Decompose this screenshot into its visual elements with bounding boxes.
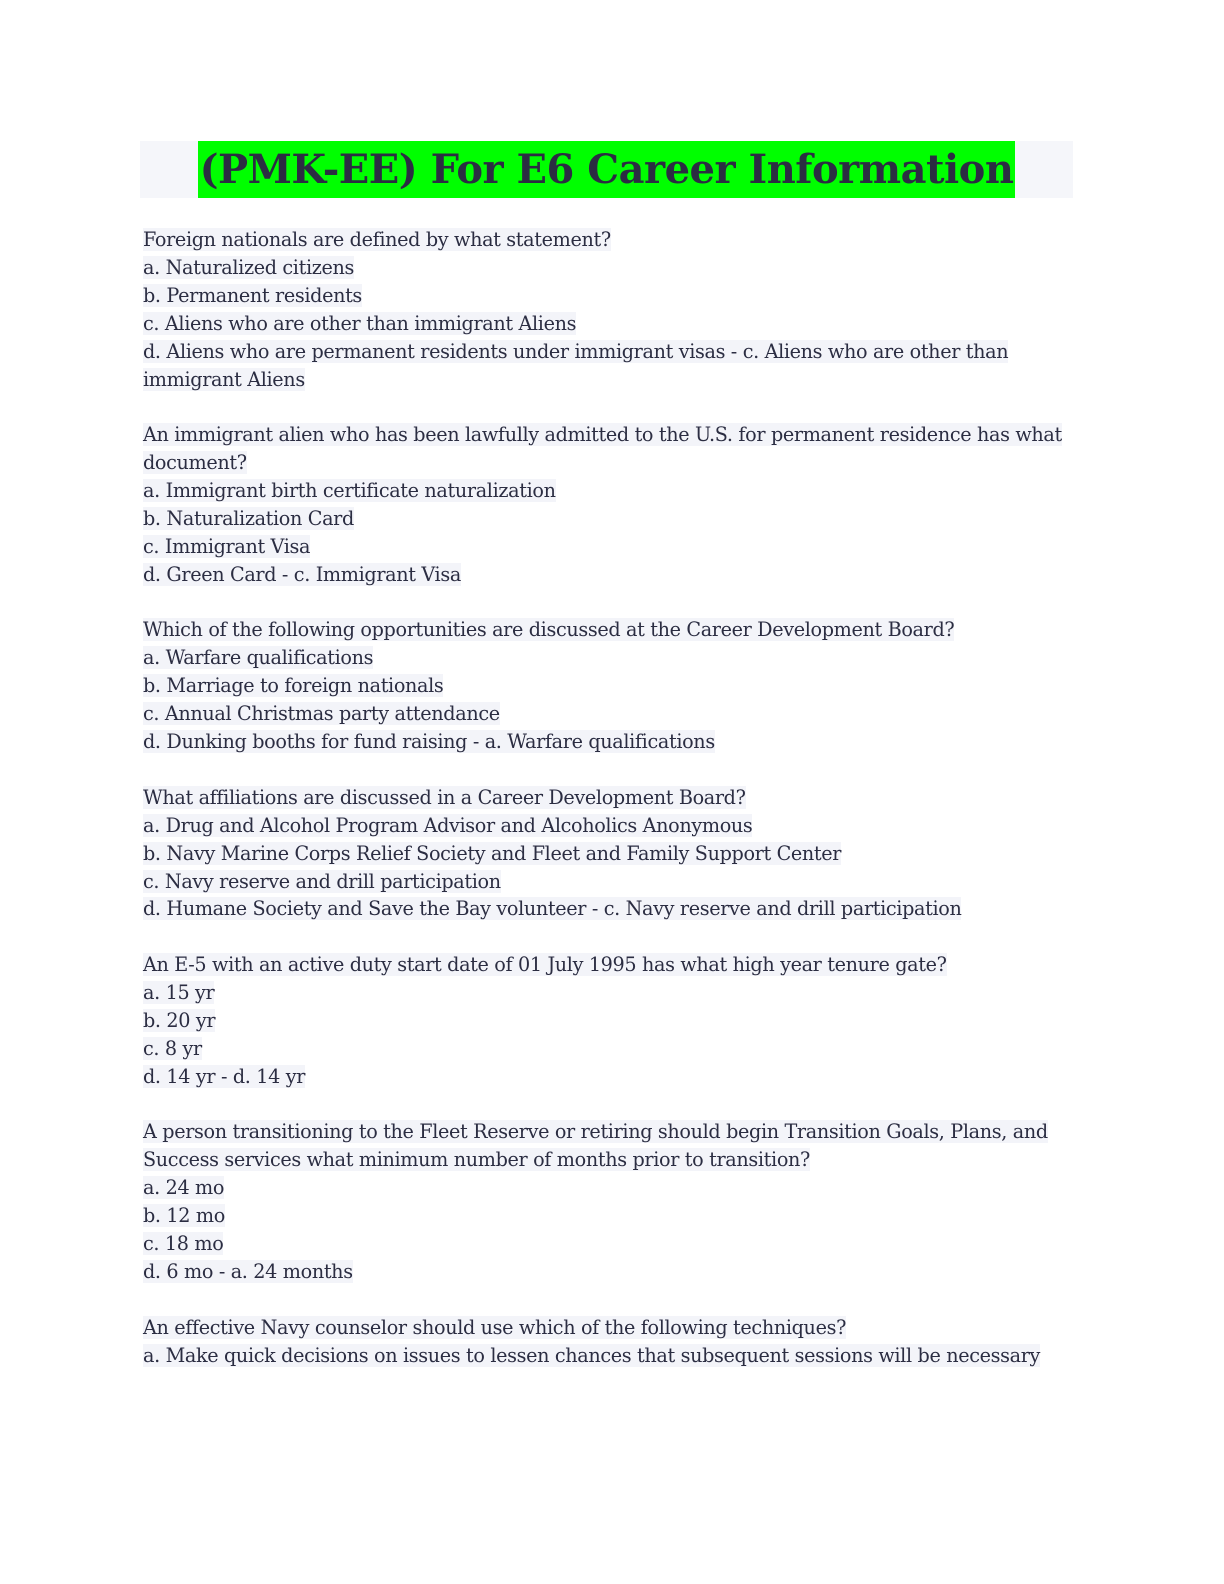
answer-option: [143, 505, 1073, 533]
question-block: [143, 226, 1073, 393]
answer-option-text: a. Make quick decisions on issues to lessen chances that subsequent sessions will be necessary: [143, 1343, 1041, 1367]
answer-option-text: d. 14 yr - d. 14 yr: [143, 1064, 306, 1088]
question-block: [143, 1118, 1073, 1285]
question-text: What affiliations are discussed in a Career Development Board?: [143, 785, 746, 809]
answer-option-text: a. Immigrant birth certificate naturalization: [143, 479, 556, 503]
answer-option: [143, 895, 1073, 923]
answer-option: [143, 1342, 1073, 1370]
answer-option-text: b. 20 yr: [143, 1008, 216, 1032]
answer-option: [143, 812, 1073, 840]
answer-option: [143, 1174, 1073, 1202]
answer-option-text: a. Naturalized citizens: [143, 255, 355, 279]
question-block: [143, 616, 1073, 756]
answer-option-text: c. Navy reserve and drill participation: [143, 869, 501, 893]
question-text: An immigrant alien who has been lawfully admitted to the U.S. for permanent residence has what document?: [143, 423, 1062, 475]
answer-option-text: b. Navy Marine Corps Relief Society and Fleet and Family Support Center: [143, 841, 842, 865]
answer-option-text: b. Permanent residents: [143, 283, 362, 307]
answer-option: [143, 254, 1073, 282]
answer-option: [143, 1202, 1073, 1230]
question-line: [143, 951, 1073, 979]
question-line: [143, 226, 1073, 254]
answer-option: [143, 1035, 1073, 1063]
answer-option-text: a. Drug and Alcohol Program Advisor and Alcoholics Anonymous: [143, 813, 753, 837]
answer-option: [143, 979, 1073, 1007]
answer-option: [143, 840, 1073, 868]
title-band: [140, 141, 1073, 198]
answer-option-text: a. 24 mo: [143, 1176, 225, 1200]
answer-option-text: c. 18 mo: [143, 1232, 224, 1256]
answer-option: [143, 868, 1073, 896]
answer-option: [143, 533, 1073, 561]
answer-option-text: b. Marriage to foreign nationals: [143, 674, 444, 698]
answer-option: [143, 1230, 1073, 1258]
answer-option: [143, 338, 1073, 394]
answer-option-text: b. 12 mo: [143, 1204, 225, 1228]
question-line: [143, 784, 1073, 812]
answer-option-text: d. Dunking booths for fund raising - a. Warfare qualifications: [143, 730, 715, 754]
question-text: Foreign nationals are defined by what statement?: [143, 228, 611, 251]
answer-option-text: c. Immigrant Visa: [143, 534, 311, 558]
answer-option-text: d. Green Card - c. Immigrant Visa: [143, 562, 461, 586]
answer-option-text: a. 15 yr: [143, 981, 215, 1005]
question-list: [140, 226, 1073, 1370]
answer-option-text: d. 6 mo - a. 24 months: [143, 1259, 353, 1283]
question-line: [143, 421, 1073, 477]
answer-option-text: a. Warfare qualifications: [143, 646, 374, 670]
answer-option-text: d. Humane Society and Save the Bay volunteer - c. Navy reserve and drill participation: [143, 897, 962, 921]
answer-option-text: d. Aliens who are permanent residents under immigrant visas - c. Aliens who are other than immigrant Aliens: [143, 339, 1009, 391]
answer-option: [143, 672, 1073, 700]
document-page: [140, 141, 1073, 1397]
question-block: [143, 951, 1073, 1091]
answer-option: [143, 310, 1073, 338]
question-line: [143, 616, 1073, 644]
question-block: [143, 784, 1073, 924]
answer-option-text: c. 8 yr: [143, 1036, 202, 1060]
answer-option: [143, 700, 1073, 728]
answer-option: [143, 1063, 1073, 1091]
question-block: [143, 1314, 1073, 1370]
answer-option: [143, 644, 1073, 672]
answer-option: [143, 561, 1073, 589]
answer-option: [143, 477, 1073, 505]
answer-option-text: b. Naturalization Card: [143, 506, 354, 530]
question-text: An E-5 with an active duty start date of 01 July 1995 has what high year tenure gate?: [143, 953, 947, 977]
answer-option: [143, 1007, 1073, 1035]
question-text: Which of the following opportunities are discussed at the Career Development Board?: [143, 618, 955, 642]
answer-option: [143, 282, 1073, 310]
question-line: [143, 1314, 1073, 1342]
answer-option: [143, 1258, 1073, 1286]
document-title: (PMK-EE) For E6 Career Information: [198, 141, 1016, 198]
question-text: A person transitioning to the Fleet Reserve or retiring should begin Transition Goals, Plans, and Success services what minimum number of months prior to transition?: [143, 1120, 1048, 1172]
answer-option: [143, 728, 1073, 756]
question-line: [143, 1118, 1073, 1174]
answer-option-text: c. Aliens who are other than immigrant Aliens: [143, 311, 577, 335]
question-text: An effective Navy counselor should use which of the following techniques?: [143, 1315, 847, 1339]
question-block: [143, 421, 1073, 588]
answer-option-text: c. Annual Christmas party attendance: [143, 702, 500, 726]
